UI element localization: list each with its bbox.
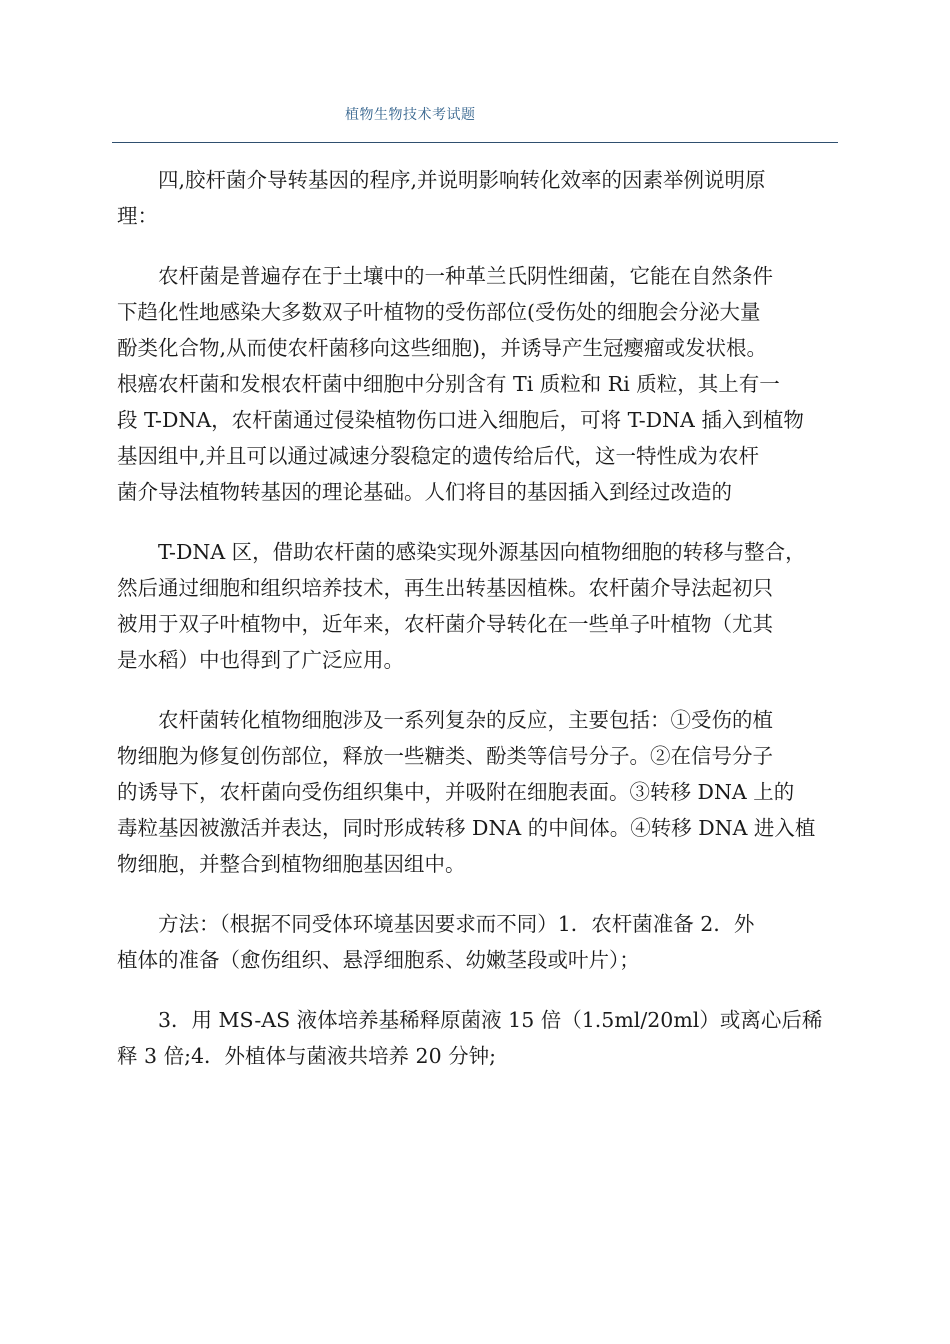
method-paragraph — [117, 1002, 839, 1074]
body-paragraph — [117, 702, 839, 882]
text-line: 理： — [117, 204, 158, 228]
page-header-title: 植物生物技术考试题 — [345, 107, 476, 123]
text-line: 基因组中,并且可以通过减速分裂稳定的遗传给后代，这一特性成为农杆 — [117, 444, 760, 468]
text-line: 物细胞，并整合到植物细胞基因组中。 — [117, 852, 466, 876]
text-line: 农杆菌转化植物细胞涉及一系列复杂的反应，主要包括：①受伤的植 — [117, 708, 773, 732]
text-line: 然后通过细胞和组织培养技术，再生出转基因植株。农杆菌介导法起初只 — [117, 576, 773, 600]
text-line: 酚类化合物,从而使农杆菌移向这些细胞)，并诱导产生冠瘿瘤或发状根。 — [117, 336, 768, 360]
text-line: 是水稻）中也得到了广泛应用。 — [117, 648, 404, 672]
text-line: 根癌农杆菌和发根农杆菌中细胞中分别含有 Ti 质粒和 Ri 质粒，其上有一 — [117, 372, 780, 396]
text-line: 被用于双子叶植物中，近年来，农杆菌介导转化在一些单子叶植物（尤其 — [117, 612, 773, 636]
text-line: 方法：（根据不同受体环境基因要求而不同）1．农杆菌准备 2．外 — [117, 912, 755, 936]
body-paragraph — [117, 258, 839, 510]
body-paragraph — [117, 534, 839, 678]
text-line: 毒粒基因被激活并表达，同时形成转移 DNA 的中间体。④转移 DNA 进入植 — [117, 816, 816, 840]
text-line: 下趋化性地感染大多数双子叶植物的受伤部位(受伤处的细胞会分泌大量 — [117, 300, 761, 324]
text-line: 菌介导法植物转基因的理论基础。人们将目的基因插入到经过改造的 — [117, 480, 732, 504]
document-body — [117, 162, 839, 1074]
text-line: 3．用 MS-AS 液体培养基稀释原菌液 15 倍（1.5ml/20ml）或离心后稀 — [117, 1008, 823, 1032]
text-line: 物细胞为修复创伤部位，释放一些糖类、酚类等信号分子。②在信号分子 — [117, 744, 773, 768]
text-line: 植体的准备（愈伤组织、悬浮细胞系、幼嫩茎段或叶片）； — [117, 948, 640, 972]
text-line: 四,胶杆菌介导转基因的程序,并说明影响转化效率的因素举例说明原 — [117, 168, 766, 192]
text-line: 的诱导下，农杆菌向受伤组织集中，并吸附在细胞表面。③转移 DNA 上的 — [117, 780, 795, 804]
header-divider — [112, 142, 838, 143]
method-paragraph — [117, 906, 839, 978]
question-paragraph — [117, 162, 839, 234]
text-line: 释 3 倍;4．外植体与菌液共培养 20 分钟; — [117, 1044, 497, 1068]
text-line: T-DNA 区，借助农杆菌的感染实现外源基因向植物细胞的转移与整合， — [117, 540, 806, 564]
text-line: 农杆菌是普遍存在于土壤中的一种革兰氏阴性细菌，它能在自然条件 — [117, 264, 773, 288]
text-line: 段 T-DNA，农杆菌通过侵染植物伤口进入细胞后，可将 T-DNA 插入到植物 — [117, 408, 804, 432]
